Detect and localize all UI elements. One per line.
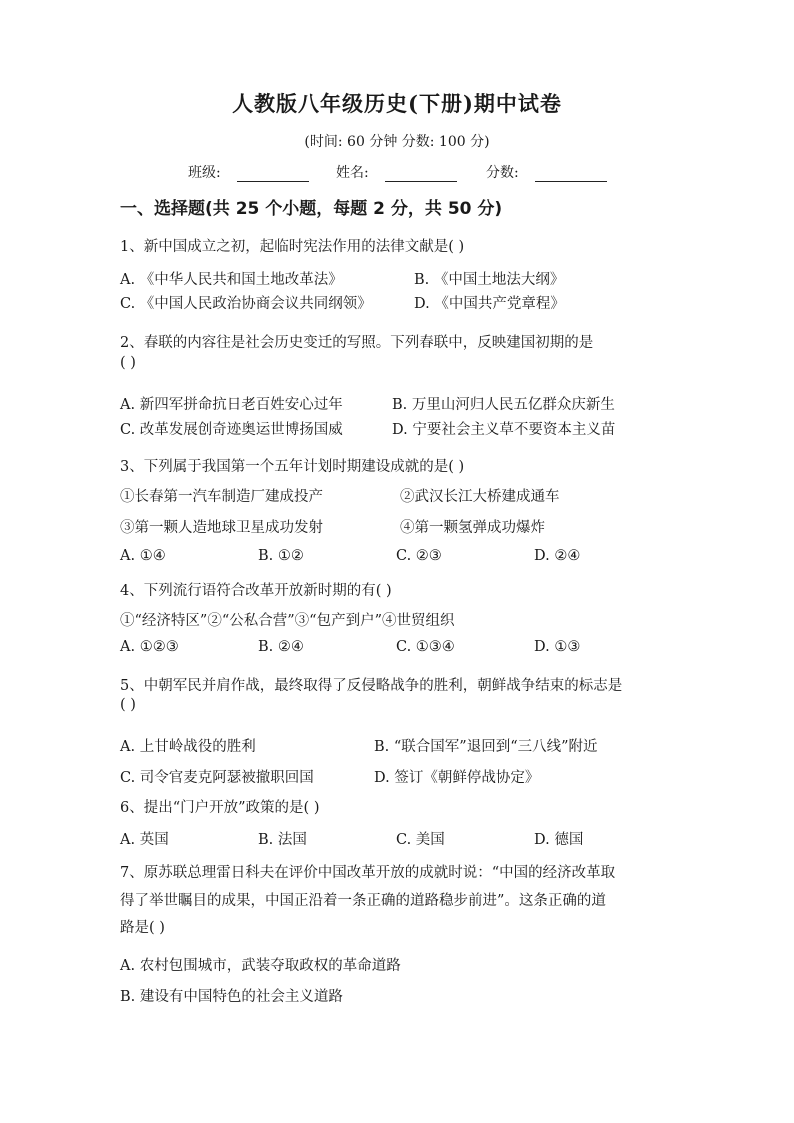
exam-subtitle: (时间: 60 分钟 分数: 100 分) — [304, 134, 490, 150]
question-6-option-b: B. 法国 — [258, 832, 307, 848]
question-4-option-d: D. ①③ — [534, 639, 581, 655]
class-label: 班级: — [188, 165, 221, 181]
question-1-stem: 1、新中国成立之初，起临时宪法作用的法律文献是( ) — [120, 239, 465, 255]
question-6-option-d: D. 德国 — [534, 832, 584, 848]
question-5-option-c: C. 司令官麦克阿瑟被撤职回国 — [120, 770, 314, 786]
score-field — [486, 162, 607, 182]
question-7-option-b: B. 建设有中国特色的社会主义道路 — [120, 989, 343, 1005]
question-2-option-c: C. 改革发展创奇迹奥运世博扬国威 — [120, 422, 343, 438]
score-label: 分数: — [486, 165, 519, 181]
question-6-option-a: A. 英国 — [120, 832, 169, 848]
question-7-option-a: A. 农村包围城市，武装夺取政权的革命道路 — [120, 958, 401, 974]
question-7-stem-cont-2: 路是( ) — [120, 920, 165, 936]
question-2-stem-cont: ( ) — [120, 355, 136, 371]
name-label: 姓名: — [336, 165, 369, 181]
question-3-item-3: ③第一颗人造地球卫星成功发射 — [120, 520, 323, 536]
question-6-option-c: C. 美国 — [396, 832, 445, 848]
question-7-stem: 7、原苏联总理雷日科夫在评价中国改革开放的成就时说：“中国的经济改革取 — [120, 865, 616, 881]
question-4-option-a: A. ①②③ — [120, 639, 179, 655]
question-3-item-4: ④第一颗氢弹成功爆炸 — [400, 520, 545, 536]
question-3-option-b: B. ①② — [258, 548, 304, 564]
question-3-item-1: ①长春第一汽车制造厂建成投产 — [120, 489, 323, 505]
question-5-option-a: A. 上甘岭战役的胜利 — [120, 739, 256, 755]
question-2-stem: 2、春联的内容往是社会历史变迁的写照。下列春联中，反映建国初期的是 — [120, 335, 594, 351]
section-heading: 一、选择题(共 25 个小题，每题 2 分，共 50 分) — [120, 199, 503, 219]
question-3-option-d: D. ②④ — [534, 548, 581, 564]
question-1-option-a: A. 《中华人民共和国土地改革法》 — [120, 272, 343, 288]
question-3-item-2: ②武汉长江大桥建成通车 — [400, 489, 560, 505]
question-4-stem: 4、下列流行语符合改革开放新时期的有( ) — [120, 583, 392, 599]
question-5-stem: 5、中朝军民并肩作战，最终取得了反侵略战争的胜利，朝鲜战争结束的标志是 — [120, 678, 623, 694]
question-4-items: ①“经济特区”②“公私合营”③“包产到户”④世贸组织 — [120, 613, 455, 629]
question-3-option-a: A. ①④ — [120, 548, 166, 564]
class-field — [188, 162, 309, 182]
question-4-option-b: B. ②④ — [258, 639, 304, 655]
question-6-stem: 6、提出“门户开放”政策的是( ) — [120, 800, 320, 816]
exam-title: 人教版八年级历史(下册)期中试卷 — [232, 91, 562, 116]
question-2-option-d: D. 宁要社会主义草不要资本主义苗 — [392, 422, 616, 438]
question-1-option-b: B. 《中国土地法大纲》 — [414, 272, 565, 288]
question-5-stem-cont: ( ) — [120, 697, 136, 713]
question-4-option-c: C. ①③④ — [396, 639, 455, 655]
question-5-option-d: D. 签订《朝鲜停战协定》 — [374, 770, 540, 786]
question-3-option-c: C. ②③ — [396, 548, 442, 564]
name-blank[interactable] — [385, 166, 457, 182]
question-3-stem: 3、下列属于我国第一个五年计划时期建设成就的是( ) — [120, 459, 465, 475]
name-field — [336, 162, 457, 182]
question-2-option-a: A. 新四军拼命抗日老百姓安心过年 — [120, 397, 343, 413]
question-1-option-d: D. 《中国共产党章程》 — [414, 296, 565, 312]
question-7-stem-cont-1: 得了举世瞩目的成果，中国正沿着一条正确的道路稳步前进”。这条正确的道 — [120, 893, 606, 909]
question-1-option-c: C. 《中国人民政治协商会议共同纲领》 — [120, 296, 372, 312]
class-blank[interactable] — [237, 166, 309, 182]
score-blank[interactable] — [535, 166, 607, 182]
question-2-option-b: B. 万里山河归人民五亿群众庆新生 — [392, 397, 615, 413]
question-5-option-b: B. “联合国军”退回到“三八线”附近 — [374, 739, 598, 755]
